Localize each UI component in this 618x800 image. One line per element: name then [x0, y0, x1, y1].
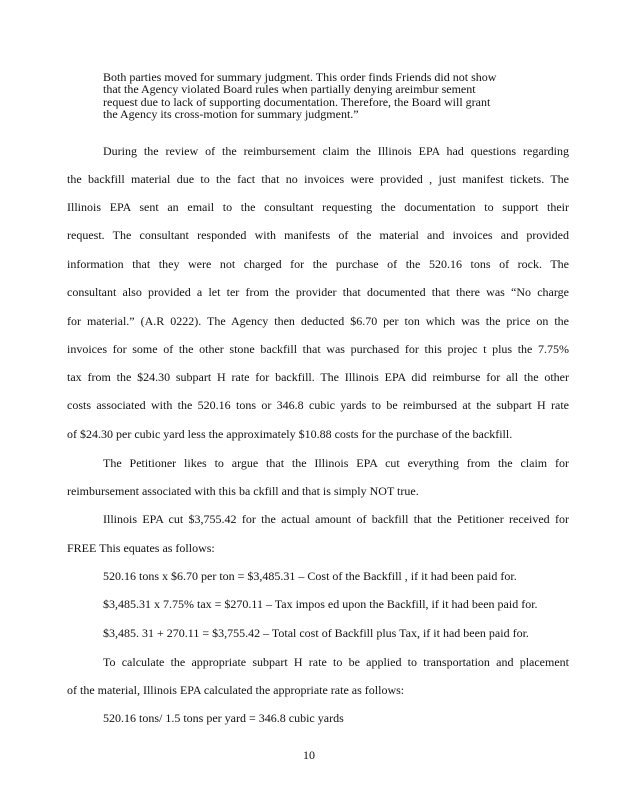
paragraph-line: invoices for some of the other stone backfill that was purchased for this projec t plus the 7.75% — [67, 342, 569, 356]
paragraph-line: During the review of the reimbursement claim the Illinois EPA had questions regarding — [103, 144, 569, 158]
paragraph-line: To calculate the appropriate subpart H rate to be applied to transportation and placement — [103, 655, 569, 669]
paragraph-line: consultant also provided a let ter from the provider that documented that there was “No charge — [67, 285, 569, 299]
quote-line: the Agency its cross-motion for summary judgment.” — [103, 106, 359, 121]
paragraph-line: information that they were not charged for the purchase of the 520.16 tons of rock. The — [67, 257, 569, 271]
paragraph-line: FREE This equates as follows: — [67, 541, 215, 555]
paragraph-line: Illinois EPA cut $3,755.42 for the actual amount of backfill that the Petitioner received for — [103, 512, 569, 526]
page-number: 10 — [303, 748, 315, 762]
paragraph-line: for material.” (A.R 0222). The Agency then deducted $6.70 per ton which was the price on the — [67, 314, 569, 328]
calculation-line: $3,485. 31 + 270.11 = $3,755.42 – Total cost of Backfill plus Tax, if it had been paid for. — [103, 626, 529, 640]
paragraph-line: of $24.30 per cubic yard less the approximately $10.88 costs for the purchase of the backfill. — [67, 427, 513, 441]
quote-line: that the Agency violated Board rules when partially denying areimbur sement — [103, 82, 476, 97]
paragraph-line: Illinois EPA sent an email to the consultant requesting the documentation to support their — [67, 200, 569, 214]
paragraph-line: costs associated with the 520.16 tons or 346.8 cubic yards to be reimbursed at the subpart H rate — [67, 398, 569, 412]
paragraph-line: The Petitioner likes to argue that the Illinois EPA cut everything from the claim for — [103, 456, 569, 470]
final-calculation: 520.16 tons/ 1.5 tons per yard = 346.8 cubic yards — [103, 711, 344, 725]
quote-line: request due to lack of supporting documentation. Therefore, the Board will grant — [103, 94, 491, 109]
paragraph-line: of the material, Illinois EPA calculated the appropriate rate as follows: — [67, 683, 405, 697]
block-quote — [103, 71, 541, 120]
paragraph-line: the backfill material due to the fact that no invoices were provided , just manifest tickets. The — [67, 172, 569, 186]
quote-line: Both parties moved for summary judgment. This order finds Friends did not show — [103, 70, 497, 84]
paragraph-line: reimbursement associated with this ba ckfill and that is simply NOT true. — [67, 484, 419, 498]
calculation-line: 520.16 tons x $6.70 per ton = $3,485.31 – Cost of the Backfill , if it had been paid for. — [103, 569, 517, 583]
paragraph-line: tax from the $24.30 subpart H rate for backfill. The Illinois EPA did reimburse for all the other — [67, 370, 569, 384]
paragraph-line: request. The consultant responded with manifests of the material and invoices and provided — [67, 228, 569, 242]
calculation-line: $3,485.31 x 7.75% tax = $270.11 – Tax impos ed upon the Backfill, if it had been paid for. — [103, 597, 538, 611]
